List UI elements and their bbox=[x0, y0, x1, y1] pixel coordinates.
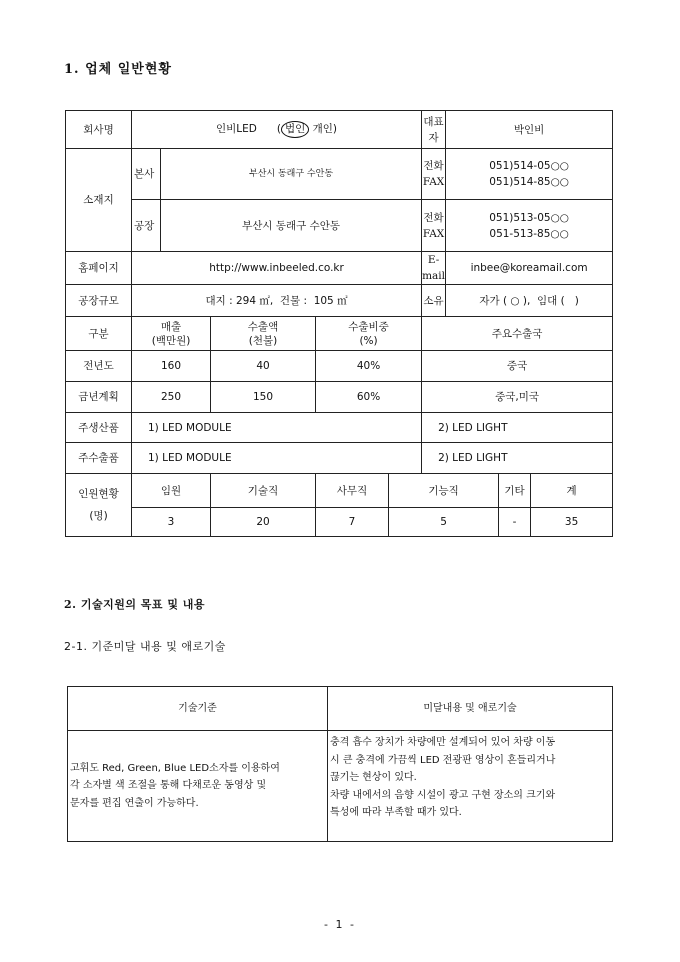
corporate-type-circled: 법인 bbox=[281, 121, 309, 138]
export-product-1: 1) LED MODULE bbox=[132, 443, 422, 474]
export-products-label: 주수출품 bbox=[66, 443, 132, 474]
hq-tel: 051)514-05○○ bbox=[489, 160, 569, 172]
company-name-label: 회사명 bbox=[66, 111, 132, 149]
sales-header-unit: (백만원) bbox=[151, 334, 191, 347]
shortfall-content bbox=[328, 731, 613, 842]
individual-type: 개인) bbox=[312, 123, 338, 135]
tech-standard-line: 고휘도 Red, Green, Blue LED소자를 이용하여 bbox=[70, 762, 280, 774]
tech-standard-line: 각 소자별 색 조절을 통해 다채로운 동영상 및 bbox=[70, 780, 267, 792]
staff-unit: (명) bbox=[89, 510, 108, 522]
prev-year-sales: 160 bbox=[132, 351, 211, 382]
staff-label-text: 인원현황 bbox=[78, 488, 119, 500]
factory-address: 부산시 동래구 수안동 bbox=[161, 200, 422, 252]
main-products-label: 주생산품 bbox=[66, 413, 132, 443]
factory-scale-label: 공장규모 bbox=[66, 285, 132, 317]
staff-total: 35 bbox=[531, 508, 613, 537]
tech-standard-line: 문자를 편집 연출이 가능하다. bbox=[70, 797, 199, 809]
export-header-label: 수출액 bbox=[247, 320, 279, 333]
shortfall-line: 차량 내에서의 음향 시설이 광고 구현 장소의 크기와 bbox=[330, 789, 556, 801]
company-name-cell: 인비LED ( 법인 개인) bbox=[132, 111, 422, 149]
section-2-1-subtitle: 2-1. 기준미달 내용 및 애로기술 bbox=[64, 640, 226, 653]
countries-header: 주요수출국 bbox=[422, 317, 613, 351]
staff-header-other: 기타 bbox=[499, 474, 531, 508]
export-ratio-header-label: 수출비중 bbox=[348, 320, 389, 333]
plan-year-sales: 250 bbox=[132, 382, 211, 413]
hq-tel-label: 전화 bbox=[423, 160, 444, 172]
staff-skilled: 5 bbox=[389, 508, 499, 537]
homepage-url: http://www.inbeeled.co.kr bbox=[132, 252, 422, 285]
prev-year-countries: 중국 bbox=[422, 351, 613, 382]
hq-fax: 051)514-85○○ bbox=[489, 176, 569, 188]
staff-executives: 3 bbox=[132, 508, 211, 537]
tech-standard-header: 기술기준 bbox=[68, 687, 328, 731]
factory-contact-values bbox=[446, 200, 613, 252]
export-product-2: 2) LED LIGHT bbox=[422, 443, 613, 474]
staff-technical: 20 bbox=[211, 508, 316, 537]
factory-tel: 051)513-05○○ bbox=[489, 211, 569, 224]
prev-year-label: 전년도 bbox=[66, 351, 132, 382]
prev-year-ratio: 40% bbox=[316, 351, 422, 382]
hq-address: 부산시 동래구 수안동 bbox=[161, 149, 422, 200]
plan-year-label: 금년계획 bbox=[66, 382, 132, 413]
plan-year-countries: 중국,미국 bbox=[422, 382, 613, 413]
export-header bbox=[211, 317, 316, 351]
main-product-2: 2) LED LIGHT bbox=[422, 413, 613, 443]
export-ratio-header-unit: (%) bbox=[359, 334, 378, 347]
tech-standard-content bbox=[68, 731, 328, 842]
staff-other: - bbox=[499, 508, 531, 537]
sales-header bbox=[132, 317, 211, 351]
staff-office: 7 bbox=[316, 508, 389, 537]
hq-contact-labels bbox=[422, 149, 446, 200]
page-number: - 1 - bbox=[324, 918, 356, 931]
company-name: 인비LED bbox=[216, 123, 257, 135]
factory-fax-label: FAX bbox=[422, 227, 445, 240]
staff-header-office: 사무직 bbox=[316, 474, 389, 508]
export-header-unit: (천불) bbox=[248, 334, 278, 347]
factory-contact-labels bbox=[422, 200, 446, 252]
representative-name: 박인비 bbox=[446, 111, 613, 149]
hq-contact-values bbox=[446, 149, 613, 200]
staff-header-executives: 임원 bbox=[132, 474, 211, 508]
staff-header-total: 계 bbox=[531, 474, 613, 508]
staff-header-technical: 기술직 bbox=[211, 474, 316, 508]
factory-scale-value: 대지 : 294 ㎡, 건물 : 105 ㎡ bbox=[132, 285, 422, 317]
shortfall-line: 시 큰 충격에 가끔씩 LED 전광판 영상이 흔들리거나 bbox=[330, 754, 556, 766]
factory-fax: 051-513-85○○ bbox=[489, 227, 569, 240]
export-ratio-header bbox=[316, 317, 422, 351]
shortfall-line: 특성에 따라 부족할 때가 있다. bbox=[330, 807, 462, 818]
staff-label bbox=[66, 474, 132, 537]
shortfall-line: 충격 흡수 장치가 차량에만 설계되어 있어 차량 이동 bbox=[330, 737, 556, 748]
hq-label: 본사 bbox=[132, 149, 161, 200]
factory-tel-label: 전화 bbox=[423, 211, 444, 224]
representative-label: 대표자 bbox=[422, 111, 446, 149]
main-product-1: 1) LED MODULE bbox=[132, 413, 422, 443]
factory-label: 공장 bbox=[132, 200, 161, 252]
email-label: E-mail bbox=[422, 252, 446, 285]
location-label: 소재지 bbox=[66, 149, 132, 252]
division-header: 구분 bbox=[66, 317, 132, 351]
homepage-label: 홈페이지 bbox=[66, 252, 132, 285]
sales-header-label: 매출 bbox=[160, 320, 182, 333]
email-address: inbee@koreamail.com bbox=[446, 252, 613, 285]
section-1-title: 1. 업체 일반현황 bbox=[64, 62, 172, 77]
section-2-title: 2. 기술지원의 목표 및 내용 bbox=[64, 598, 206, 611]
plan-year-export: 150 bbox=[211, 382, 316, 413]
ownership-value: 자가 ( ○ ), 임대 ( ) bbox=[446, 285, 613, 317]
prev-year-export: 40 bbox=[211, 351, 316, 382]
company-overview-table bbox=[65, 110, 613, 537]
shortfall-line: 끊기는 현상이 있다. bbox=[330, 772, 417, 783]
hq-fax-label: FAX bbox=[422, 176, 445, 188]
plan-year-ratio: 60% bbox=[316, 382, 422, 413]
shortfall-header: 미달내용 및 애로기술 bbox=[328, 687, 613, 731]
staff-header-skilled: 기능직 bbox=[389, 474, 499, 508]
ownership-label: 소유 bbox=[422, 285, 446, 317]
technical-standard-table bbox=[67, 686, 613, 842]
